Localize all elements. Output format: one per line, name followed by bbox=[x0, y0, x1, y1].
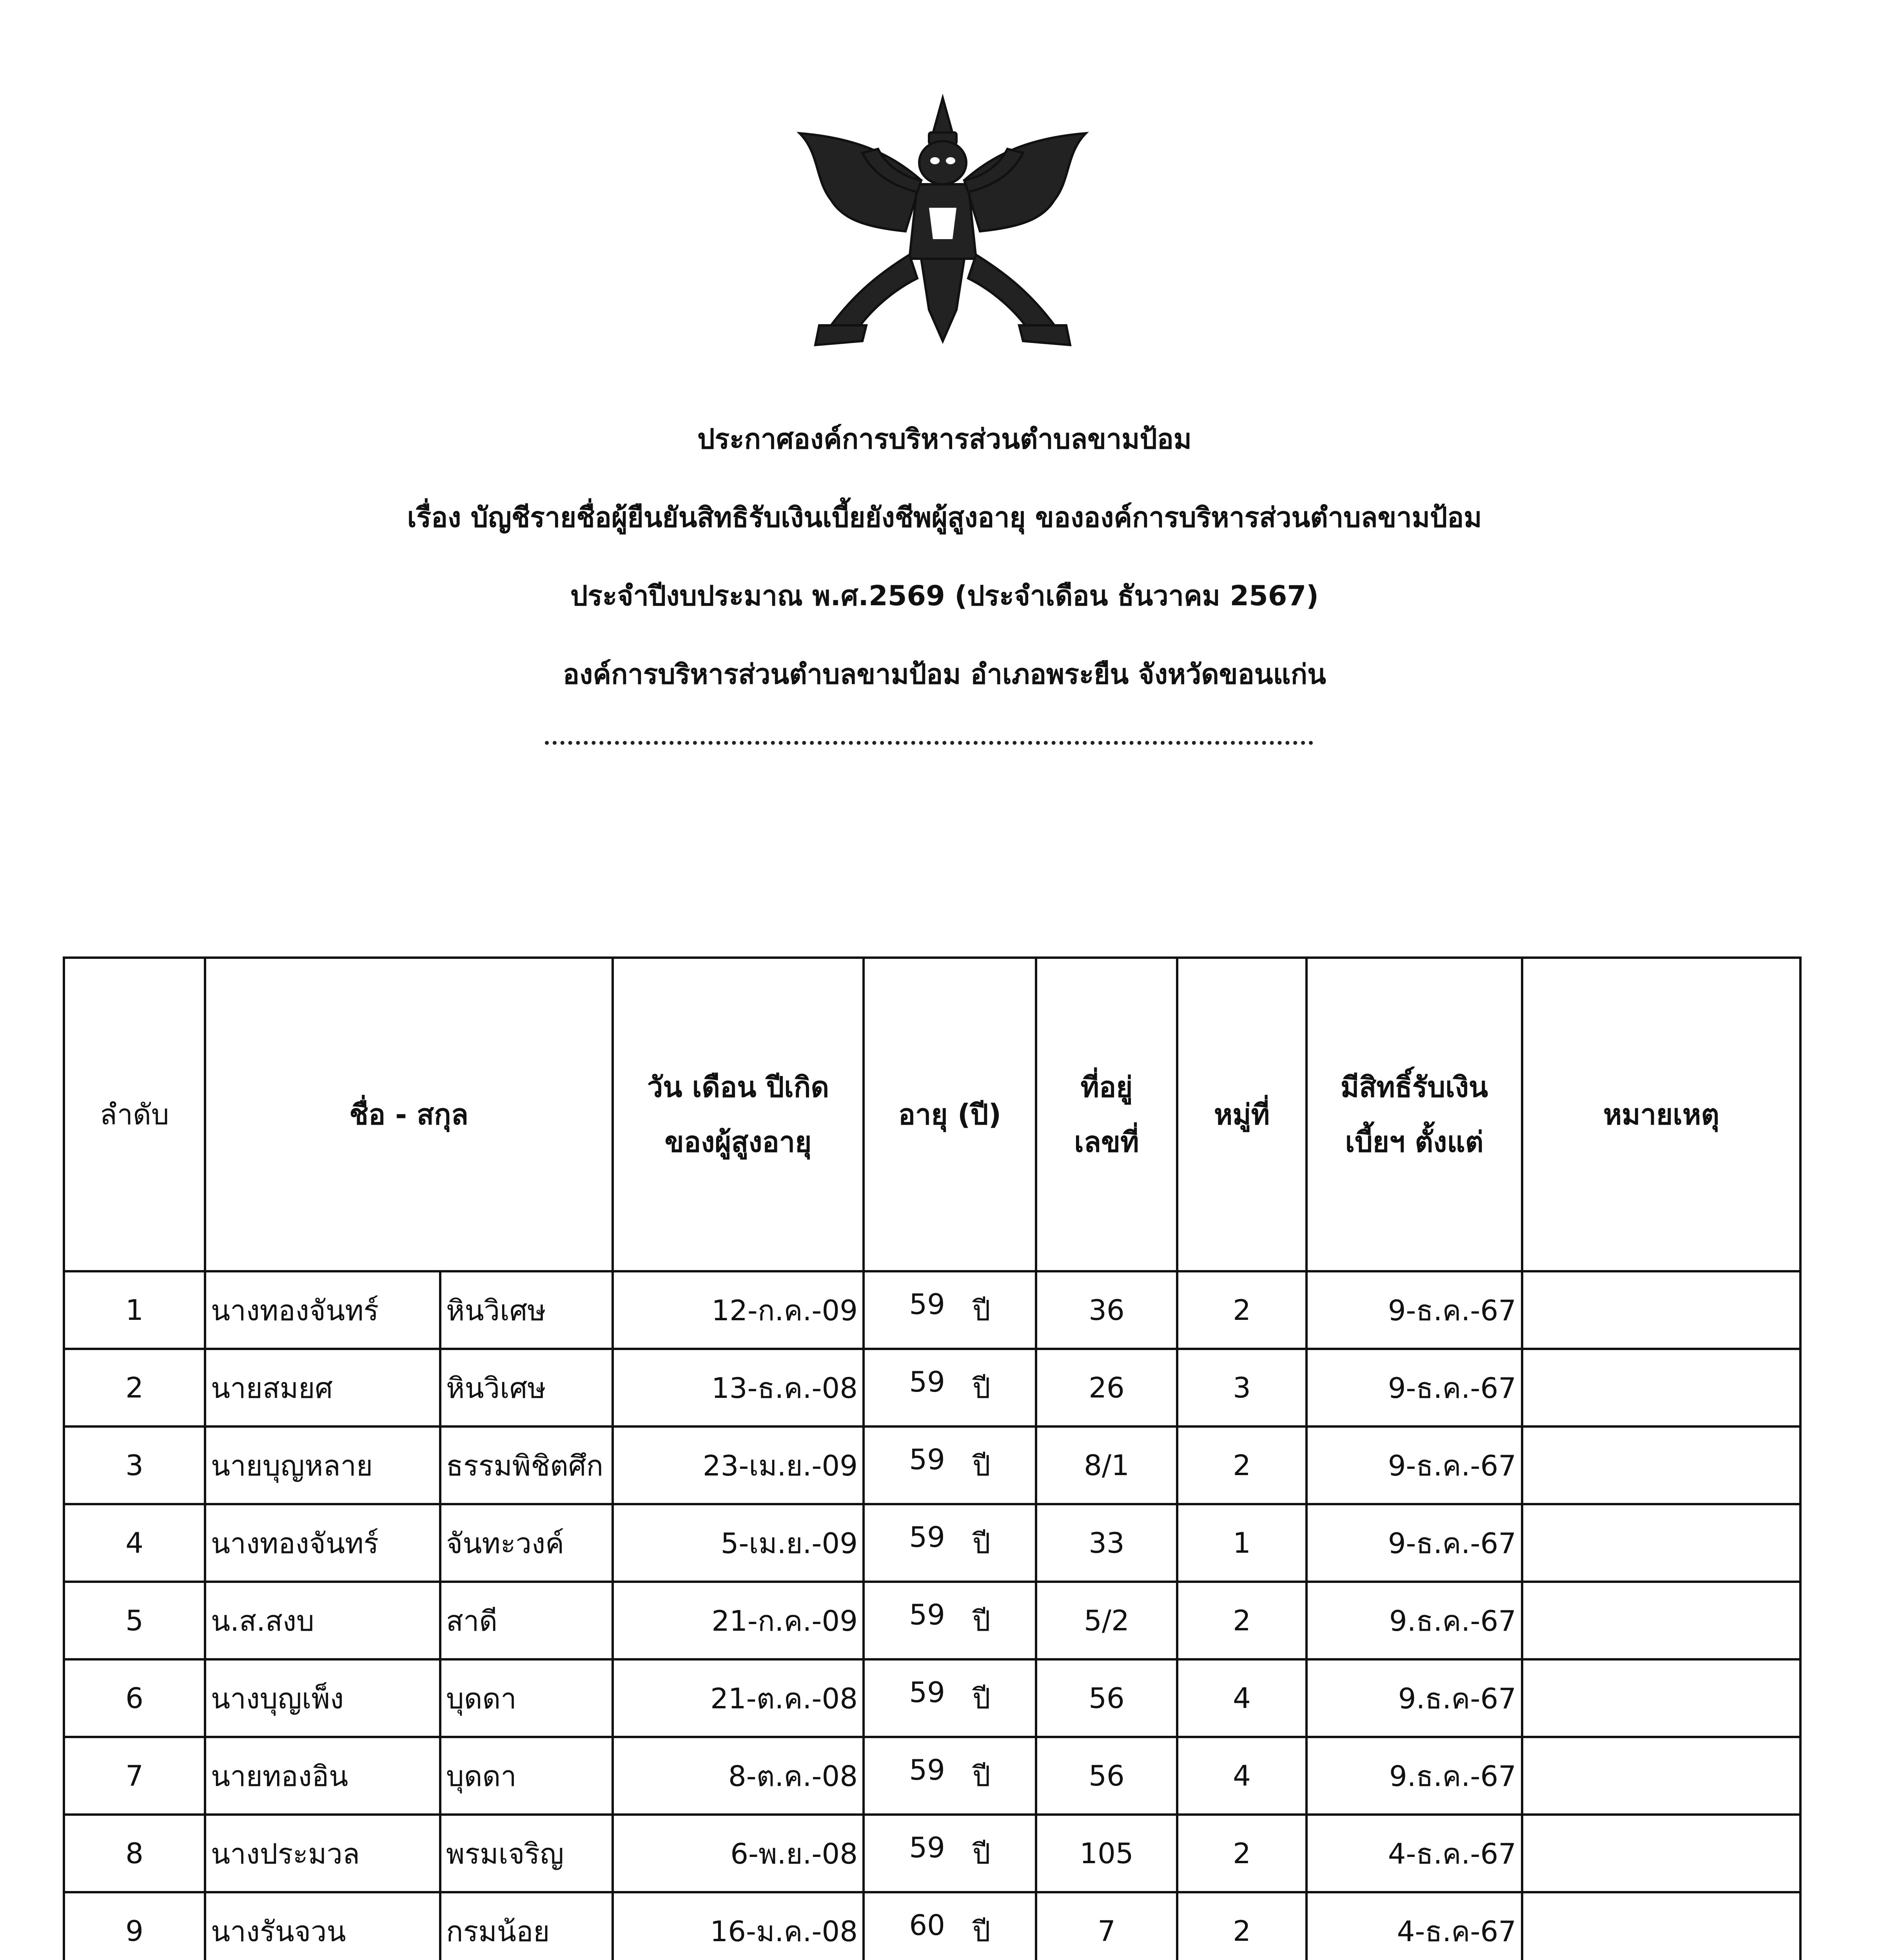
table-row bbox=[64, 1737, 1800, 1815]
col-house-no: ที่อยู่ เลขที่ bbox=[1036, 958, 1177, 1271]
row-moo: 3 bbox=[1177, 1349, 1307, 1426]
row-entitled-since: 4-ธ.ค-67 bbox=[1307, 1892, 1522, 1960]
row-moo: 1 bbox=[1177, 1504, 1307, 1582]
row-first-name: นางทองจันทร์ bbox=[205, 1271, 440, 1349]
row-last-name: หินวิเศษ bbox=[440, 1349, 613, 1426]
table-row bbox=[64, 1582, 1800, 1659]
row-first-name: นายสมยศ bbox=[205, 1349, 440, 1426]
row-birthdate: 6-พ.ย.-08 bbox=[613, 1815, 864, 1892]
row-age: 59 ปี bbox=[864, 1349, 1036, 1426]
elderly-allowance-table bbox=[63, 956, 1802, 1960]
row-entitled-since: 9-ธ.ค.-67 bbox=[1307, 1426, 1522, 1504]
row-order: 5 bbox=[64, 1582, 205, 1659]
age-unit: ปี bbox=[972, 1837, 991, 1870]
row-moo: 2 bbox=[1177, 1426, 1307, 1504]
row-birthdate: 21-ต.ค.-08 bbox=[613, 1659, 864, 1737]
row-last-name: ธรรมพิชิตศึก bbox=[440, 1426, 613, 1504]
row-entitled-since: 9.ธ.ค.-67 bbox=[1307, 1582, 1522, 1659]
table-row bbox=[64, 1504, 1800, 1582]
row-moo: 2 bbox=[1177, 1892, 1307, 1960]
age-unit: ปี bbox=[972, 1604, 991, 1637]
age-unit: ปี bbox=[972, 1759, 991, 1793]
announcement-subject: เรื่อง บัญชีรายชื่อผู้ยืนยันสิทธิรับเงินเบี้ยยังชีพผู้สูงอายุ ขององค์การบริหารส่วนตำบลขามป้อม bbox=[407, 501, 1482, 534]
row-birthdate: 16-ม.ค.-08 bbox=[613, 1892, 864, 1960]
row-first-name: นางประมวล bbox=[205, 1815, 440, 1892]
row-last-name: หินวิเศษ bbox=[440, 1271, 613, 1349]
row-birthdate: 23-เม.ย.-09 bbox=[613, 1426, 864, 1504]
table-row bbox=[64, 1659, 1800, 1737]
table-row bbox=[64, 1271, 1800, 1349]
age-unit: ปี bbox=[972, 1371, 991, 1405]
row-age: 59 ปี bbox=[864, 1582, 1036, 1659]
row-moo: 2 bbox=[1177, 1271, 1307, 1349]
table-row bbox=[64, 1426, 1800, 1504]
row-last-name: พรมเจริญ bbox=[440, 1815, 613, 1892]
row-entitled-since: 9-ธ.ค.-67 bbox=[1307, 1349, 1522, 1426]
row-last-name: บุดดา bbox=[440, 1737, 613, 1815]
row-order: 3 bbox=[64, 1426, 205, 1504]
table-row bbox=[64, 1892, 1800, 1960]
row-birthdate: 5-เม.ย.-09 bbox=[613, 1504, 864, 1582]
row-moo: 4 bbox=[1177, 1737, 1307, 1815]
table-row bbox=[64, 1815, 1800, 1892]
row-age: 59 ปี bbox=[864, 1271, 1036, 1349]
row-last-name: จันทะวงค์ bbox=[440, 1504, 613, 1582]
row-last-name: สาดี bbox=[440, 1582, 613, 1659]
row-entitled-since: 9-ธ.ค.-67 bbox=[1307, 1504, 1522, 1582]
row-order: 9 bbox=[64, 1892, 205, 1960]
row-remark bbox=[1522, 1659, 1800, 1737]
announcement-heading: ประกาศองค์การบริหารส่วนตำบลขามป้อม bbox=[697, 423, 1192, 455]
row-house-no: 56 bbox=[1036, 1737, 1177, 1815]
row-moo: 2 bbox=[1177, 1815, 1307, 1892]
row-house-no: 8/1 bbox=[1036, 1426, 1177, 1504]
row-first-name: นางรันจวน bbox=[205, 1892, 440, 1960]
row-remark bbox=[1522, 1426, 1800, 1504]
row-first-name: นายบุญหลาย bbox=[205, 1426, 440, 1504]
col-birthdate: วัน เดือน ปีเกิด ของผู้สูงอายุ bbox=[613, 958, 864, 1271]
row-house-no: 33 bbox=[1036, 1504, 1177, 1582]
row-birthdate: 8-ต.ค.-08 bbox=[613, 1737, 864, 1815]
row-house-no: 36 bbox=[1036, 1271, 1177, 1349]
row-first-name: นายทองอิน bbox=[205, 1737, 440, 1815]
row-moo: 2 bbox=[1177, 1582, 1307, 1659]
row-last-name: บุดดา bbox=[440, 1659, 613, 1737]
age-unit: ปี bbox=[972, 1682, 991, 1715]
col-order: ลำดับ bbox=[64, 958, 205, 1271]
row-remark bbox=[1522, 1737, 1800, 1815]
row-entitled-since: 4-ธ.ค.-67 bbox=[1307, 1815, 1522, 1892]
row-age: 59 ปี bbox=[864, 1504, 1036, 1582]
row-order: 2 bbox=[64, 1349, 205, 1426]
col-age: อายุ (ปี) bbox=[864, 958, 1036, 1271]
table-row bbox=[64, 1349, 1800, 1426]
row-entitled-since: 9-ธ.ค.-67 bbox=[1307, 1271, 1522, 1349]
row-house-no: 26 bbox=[1036, 1349, 1177, 1426]
row-moo: 4 bbox=[1177, 1659, 1307, 1737]
age-unit: ปี bbox=[972, 1526, 991, 1560]
row-remark bbox=[1522, 1349, 1800, 1426]
row-order: 1 bbox=[64, 1271, 205, 1349]
row-remark bbox=[1522, 1815, 1800, 1892]
row-house-no: 7 bbox=[1036, 1892, 1177, 1960]
row-birthdate: 13-ธ.ค.-08 bbox=[613, 1349, 864, 1426]
row-birthdate: 12-ก.ค.-09 bbox=[613, 1271, 864, 1349]
table-header-row bbox=[64, 958, 1800, 1271]
col-entitled-since: มีสิทธิ์รับเงิน เบี้ยฯ ตั้งแต่ bbox=[1307, 958, 1522, 1271]
row-order: 6 bbox=[64, 1659, 205, 1737]
col-remark: หมายเหตุ bbox=[1522, 958, 1800, 1271]
dotted-divider bbox=[545, 741, 1313, 745]
row-house-no: 105 bbox=[1036, 1815, 1177, 1892]
row-first-name: น.ส.สงบ bbox=[205, 1582, 440, 1659]
row-order: 7 bbox=[64, 1737, 205, 1815]
row-house-no: 5/2 bbox=[1036, 1582, 1177, 1659]
col-name: ชื่อ - สกุล bbox=[205, 958, 613, 1271]
row-age: 59 ปี bbox=[864, 1737, 1036, 1815]
row-remark bbox=[1522, 1504, 1800, 1582]
row-entitled-since: 9.ธ.ค.-67 bbox=[1307, 1737, 1522, 1815]
age-unit: ปี bbox=[972, 1449, 991, 1482]
row-remark bbox=[1522, 1892, 1800, 1960]
row-age: 59 ปี bbox=[864, 1815, 1036, 1892]
age-unit: ปี bbox=[972, 1915, 991, 1948]
row-order: 8 bbox=[64, 1815, 205, 1892]
garuda-emblem-icon bbox=[788, 90, 1098, 380]
organization-location-line: องค์การบริหารส่วนตำบลขามป้อม อำเภอพระยืน จังหวัดขอนแก่น bbox=[563, 658, 1326, 690]
row-first-name: นางทองจันทร์ bbox=[205, 1504, 440, 1582]
row-first-name: นางบุญเพ็ง bbox=[205, 1659, 440, 1737]
row-age: 59 ปี bbox=[864, 1659, 1036, 1737]
col-moo: หมู่ที่ bbox=[1177, 958, 1307, 1271]
fiscal-year-line: ประจำปีงบประมาณ พ.ศ.2569 (ประจำเดือน ธันวาคม 2567) bbox=[570, 580, 1319, 612]
row-order: 4 bbox=[64, 1504, 205, 1582]
row-remark bbox=[1522, 1271, 1800, 1349]
row-house-no: 56 bbox=[1036, 1659, 1177, 1737]
age-unit: ปี bbox=[972, 1294, 991, 1327]
row-last-name: กรมน้อย bbox=[440, 1892, 613, 1960]
row-age: 59 ปี bbox=[864, 1426, 1036, 1504]
row-entitled-since: 9.ธ.ค-67 bbox=[1307, 1659, 1522, 1737]
row-birthdate: 21-ก.ค.-09 bbox=[613, 1582, 864, 1659]
row-age: 60 ปี bbox=[864, 1892, 1036, 1960]
row-remark bbox=[1522, 1582, 1800, 1659]
